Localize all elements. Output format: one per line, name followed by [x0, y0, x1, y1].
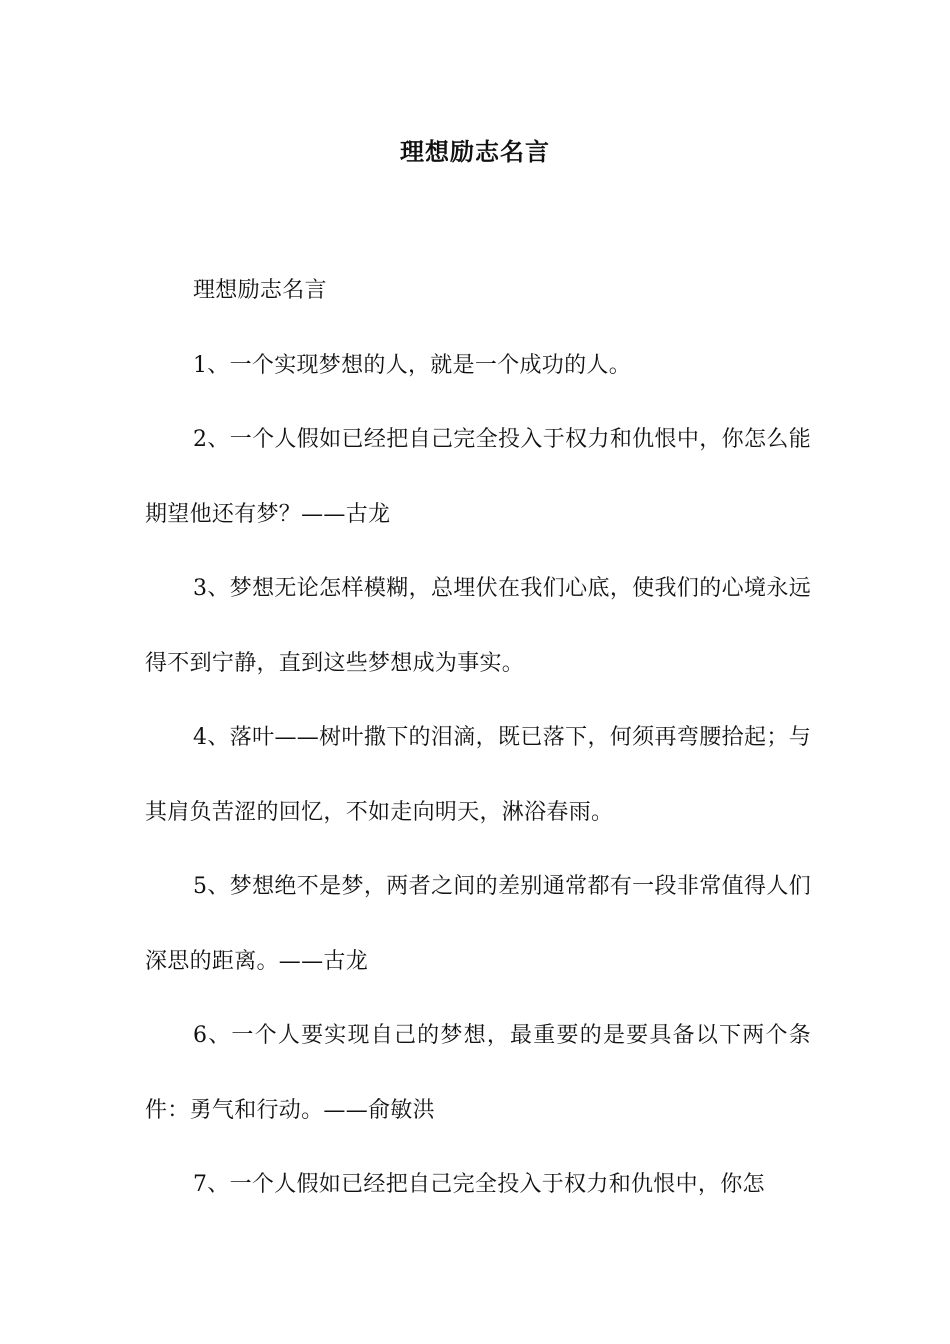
document-body: [145, 254, 811, 1223]
quote-2: 2、一个人假如已经把自己完全投入于权力和仇恨中，你怎么能期望他还有梦？——古龙: [145, 427, 811, 527]
quote-7: 7、一个人假如已经把自己完全投入于权力和仇恨中，你怎: [193, 1172, 765, 1197]
quote-6: 6、一个人要实现自己的梦想，最重要的是要具备以下两个条件：勇气和行动。——俞敏洪: [145, 1023, 811, 1123]
quote-1: 1、一个实现梦想的人，就是一个成功的人。: [193, 352, 631, 378]
quote-5: 5、梦想绝不是梦，两者之间的差别通常都有一段非常值得人们深思的距离。——古龙: [145, 874, 811, 974]
document-title: 理想励志名言: [400, 137, 550, 166]
paragraph-heading: 理想励志名言: [193, 278, 327, 303]
quote-4: 4、落叶——树叶撒下的泪滴，既已落下，何须再弯腰拾起；与其肩负苦涩的回忆，不如走向明天，淋浴春雨。: [145, 725, 811, 825]
quote-3: 3、梦想无论怎样模糊，总埋伏在我们心底，使我们的心境永远得不到宁静，直到这些梦想成为事实。: [145, 576, 811, 676]
